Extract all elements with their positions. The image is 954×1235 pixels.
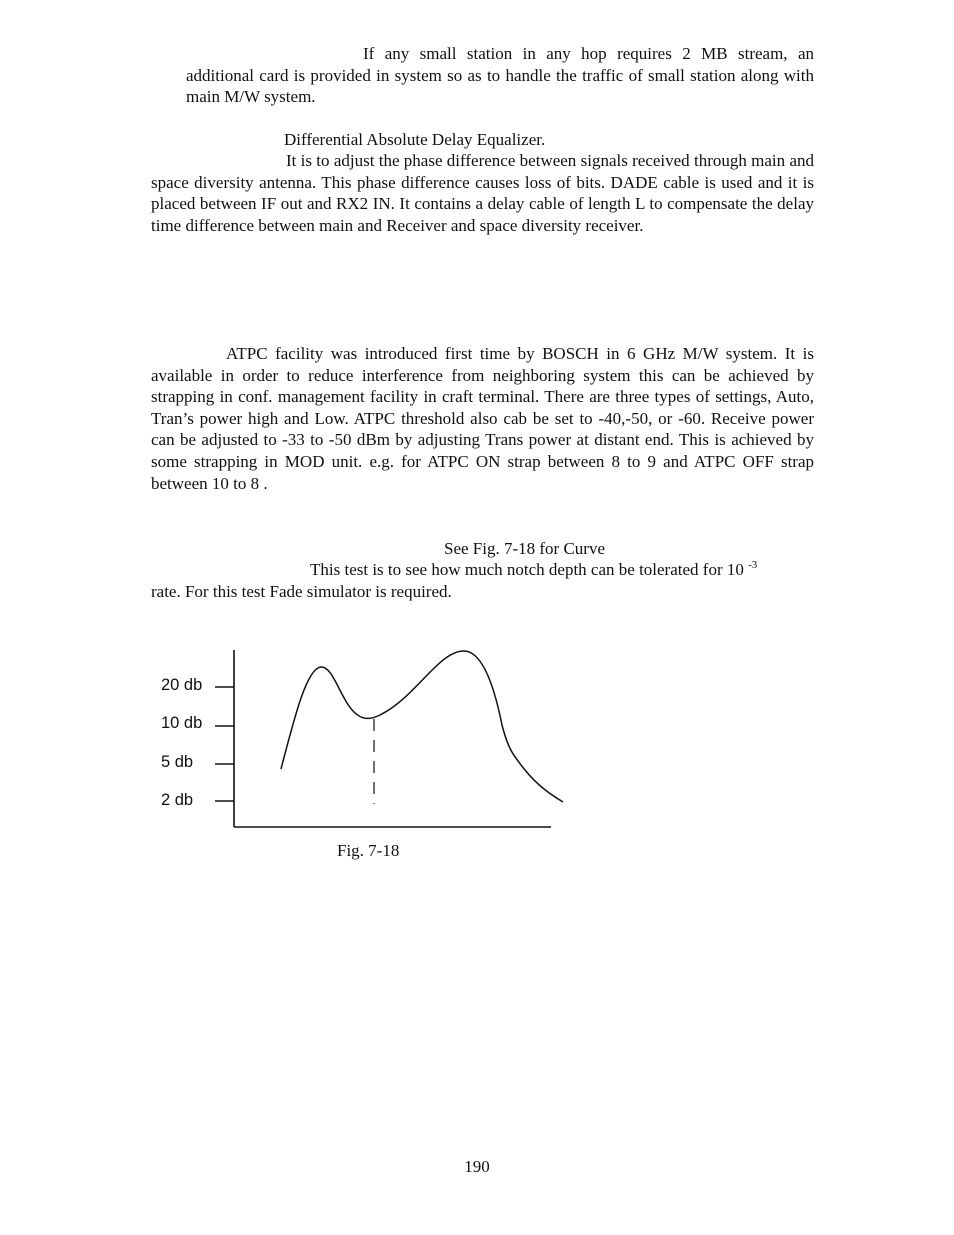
notch-test-text: This test is to see how much notch depth can be tolerated for 10 [310,560,744,579]
notch-depth-figure [140,640,580,840]
atpc-paragraph: ATPC facility was introduced first time by BOSCH in 6 GHz M/W system. It is available in order to reduce interference from neighboring system this can be achieved by strapping in conf. management facility in craft terminal. There are three types of settings, Auto, Tran’s power high and Low. ATPC threshold also cab be set to -40,-50, or -60. Receive power can be adjusted to -33 to -50 dBm by adjusting Trans power at distant end. This is achieved by some strapping in MOD unit. e.g. for ATPC ON strap between 8 to 9 and ATPC OFF strap between 10 to 8 . [151,344,814,493]
notch-curve [281,651,563,802]
notch-test-line-2: rate. For this test Fade simulator is required. [151,582,452,601]
notch-test-exponent: -3 [748,559,758,571]
see-figure-line: See Fig. 7-18 for Curve [444,539,606,558]
small-station-paragraph: If any small station in any hop requires 2 MB stream, an additional card is provided in system so as to handle the traffic of small station along with main M/W system. [186,44,814,107]
tick-label-10db: 10 db [161,714,203,732]
dade-heading: Differential Absolute Delay Equalizer. [284,130,546,149]
dade-paragraph: It is to adjust the phase difference between signals received through main and space diversity antenna. This phase difference causes loss of bits. DADE cable is used and it is placed between IF out and RX2 IN. It contains a delay cable of length L to compensate the delay time difference between main and Receiver and space diversity receiver. [151,151,814,235]
notch-test-line [310,559,757,584]
tick-label-5db: 5 db [161,753,194,771]
tick-label-2db: 2 db [161,791,194,809]
figure-caption: Fig. 7-18 [337,841,400,860]
page-number: 190 [464,1157,490,1176]
tick-label-20db: 20 db [161,676,203,694]
notch-curve-diagram [140,640,580,840]
